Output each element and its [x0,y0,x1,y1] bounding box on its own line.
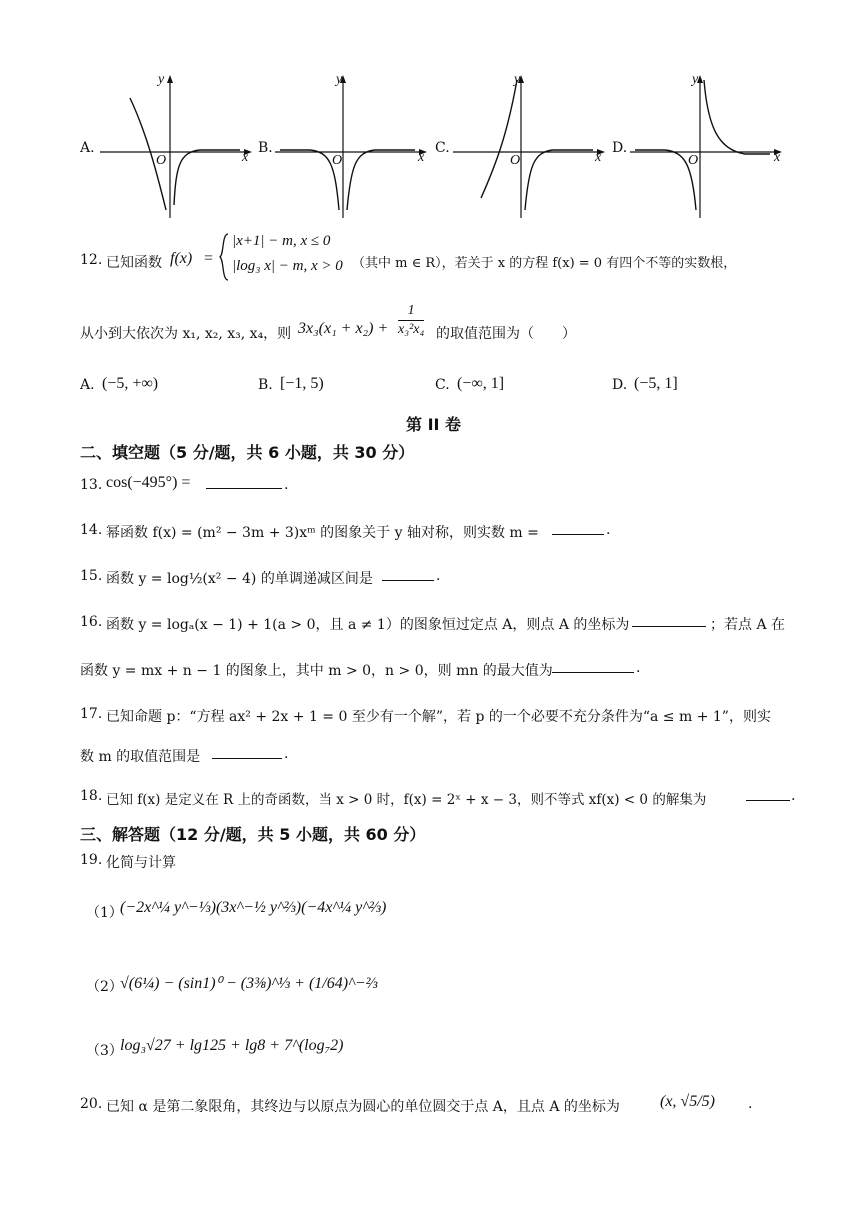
choice-label-a: A. [80,377,95,393]
fraction: $\frac{1}{\text{x₃²x₄}}$ [398,303,425,337]
choice-value-b: [−1, 5) [280,375,324,392]
choice-label-b: B. [258,377,273,393]
answer-blank[interactable] [552,520,604,535]
choice-label-d: D. [612,377,628,393]
answer-blank[interactable] [382,566,434,581]
answer-blank[interactable] [632,612,706,627]
answer-blank[interactable] [212,744,282,759]
part-title: 第 II 卷 [406,415,462,434]
point-coordinate: (x, √5/5) [660,1093,715,1110]
graph-label-c: C. [435,140,450,156]
graph-b [275,70,435,220]
section-title-solve: 三、解答题（12 分/题，共 5 小题，共 60 分） [80,825,426,844]
brace-icon [218,232,230,282]
choice-value-a: (−5, +∞) [102,375,159,392]
graph-label-d: D. [612,140,628,156]
answer-blank[interactable] [552,658,634,673]
graph-label-a: A. [80,140,95,156]
choice-value-c: (−∞, 1] [457,375,505,392]
choice-value-d: (−5, 1] [634,375,678,392]
graph-d [630,70,790,220]
graph-c [453,70,613,220]
expression-2: √(6¼) − (sin1)⁰ − (3⅜)^⅓ + (1/64)^−⅔ [120,975,378,992]
expression-1: (−2x^¼ y^−⅓)(3x^−½ y^⅔)(−4x^¼ y^⅔) [120,899,387,916]
section-title-fill-blank: 二、填空题（5 分/题，共 6 小题，共 30 分） [80,443,415,462]
answer-blank[interactable] [206,474,282,489]
answer-blank[interactable] [746,786,790,801]
graph-label-b: B. [258,140,273,156]
expression-3: log₃√27 + lg125 + lg8 + 7^(log₇2) [120,1037,344,1054]
choice-label-c: C. [435,377,450,393]
question-number: 12. [80,252,103,268]
graph-a [100,70,260,220]
